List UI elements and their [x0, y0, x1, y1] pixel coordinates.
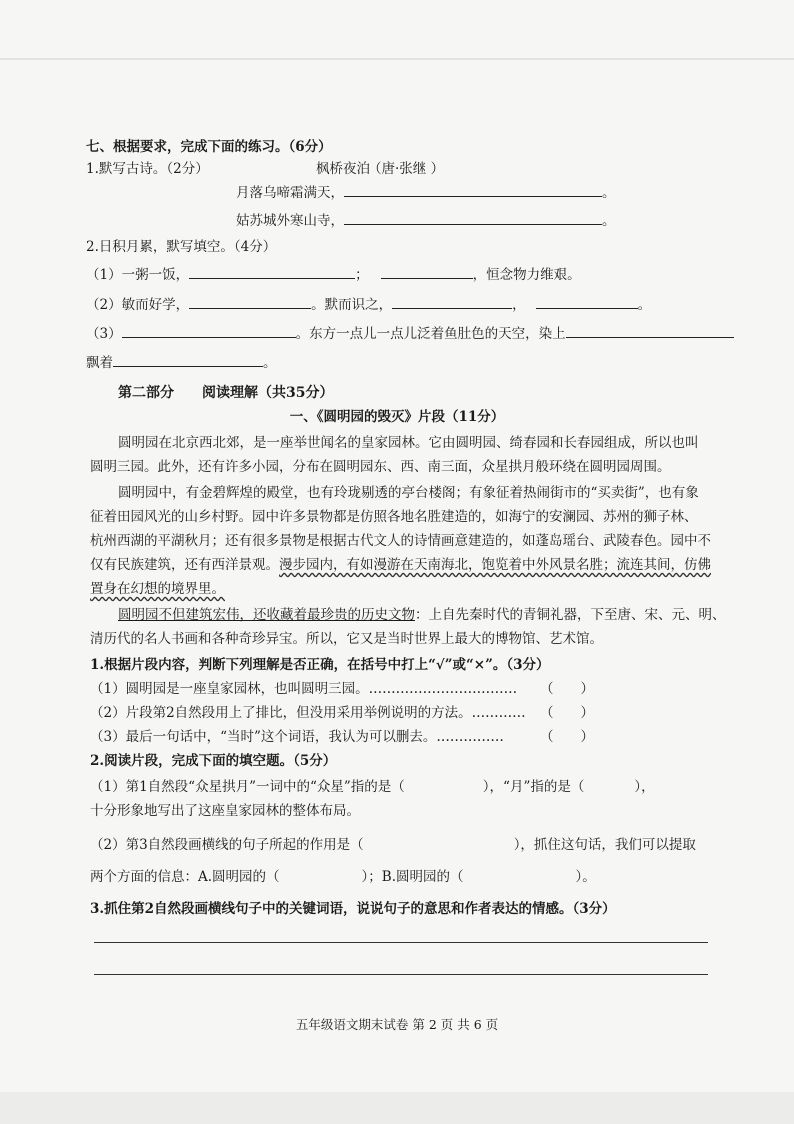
- q1-item-2: （2）片段第2自然段用上了排比，但没用采用举例说明的方法。…………: [90, 705, 526, 721]
- q7-2-1-end: ，恒念物力维艰。: [472, 267, 581, 283]
- question-1-label: 1.根据片段内容，判断下列理解是否正确，在括号中打上“√”或“×”。（3分）: [90, 657, 550, 673]
- q2-l4b: ）；B.圆明园的（: [361, 869, 464, 885]
- passage-p2-line-4: [90, 556, 711, 574]
- q2-line-2: 十分形象地写出了这座皇家园林的整体布局。: [90, 803, 360, 819]
- passage-p1-line-1: 圆明园在北京西北郊，是一座举世闻名的皇家园林。它由圆明园、绮春园和长春园组成，所以也叫: [118, 435, 699, 451]
- q2-line-4: [90, 868, 596, 886]
- q7-2-3-blank-b[interactable]: [566, 325, 734, 338]
- q2-l1c: ），: [634, 779, 655, 795]
- q1-item-3: （3）最后一句话中，“当时”这个词语，我认为可以删去。……………: [90, 729, 504, 745]
- q2-line-1: [90, 778, 655, 796]
- q7-2-2-blank-a[interactable]: [189, 296, 311, 309]
- q7-2-1-pre: （1）一粥一饭，: [86, 267, 190, 283]
- passage-p3-line-2: 清历代的名人书画和各种奇珍异宝。所以，它又是当时世界上最大的博物馆、艺术馆。: [90, 631, 603, 647]
- poem-line-1-text: 月落乌啼霜满天，: [236, 185, 344, 201]
- passage-p3-line-1b: ：上自先秦时代的青铜礼器，下至唐、宋、元、明、: [415, 607, 726, 623]
- q7-2-1-mid: ；: [355, 267, 369, 283]
- poem-line-2-text: 姑苏城外寒山寺，: [236, 213, 344, 229]
- wavy-underlined-sentence-a: 漫步园内，有如漫游在天南海北，饱览着中外风景名胜；流连其间，仿佛: [279, 557, 711, 573]
- poem-line-2: [236, 212, 616, 230]
- poem-line-1-blank[interactable]: [344, 184, 602, 197]
- q7-2-3-l2-end: 。: [263, 355, 277, 371]
- q7-2-1: [86, 266, 581, 284]
- q7-1-label: 1.默写古诗。（2分）: [86, 161, 209, 177]
- q7-2-3-l2-pre: 飘着: [86, 355, 113, 371]
- q2-l1a: （1）第1自然段“众星拱月”一词中的“众星”指的是（: [90, 779, 405, 795]
- q7-2-2: [86, 296, 651, 314]
- section-7-heading: 七、根据要求，完成下面的练习。（6分）: [86, 139, 332, 155]
- passage-p1-line-2: 圆明三园。此外，还有许多小园，分布在圆明园东、西、南三面，众星拱月般环绕在圆明园周围。: [90, 459, 671, 475]
- q1-item-1: （1）圆明园是一座皇家园林，也叫圆明三园。……………………………: [90, 681, 518, 697]
- q2-l4a: 两个方面的信息：A.圆明园的（: [90, 869, 280, 885]
- q2-l3a: （2）第3自然段画横线的句子所起的作用是（: [90, 837, 364, 853]
- poem-line-2-end: 。: [602, 213, 616, 229]
- q2-l4c: ）。: [575, 869, 596, 885]
- page-footer: 五年级语文期末试卷 第 2 页 共 6 页: [295, 1017, 499, 1032]
- q7-2-1-blank-b[interactable]: [381, 266, 473, 279]
- q7-2-3-blank-c[interactable]: [113, 354, 263, 367]
- passage-p2-line-1: 圆明园中，有金碧辉煌的殿堂，也有玲珑剔透的亭台楼阁；有象征着热闹街市的“买卖街”，也有象: [118, 485, 699, 501]
- scan-edge: [0, 58, 794, 60]
- poem-title: 枫桥夜泊: [316, 161, 370, 177]
- q7-2-3-pre: （3）: [86, 326, 122, 342]
- q7-2-label: 2.日积月累，默写填空。（4分）: [86, 239, 277, 255]
- poem-line-1-end: 。: [602, 185, 616, 201]
- poem-line-2-blank[interactable]: [344, 212, 602, 225]
- q7-2-3-mid: 。东方一点儿一点儿泛着鱼肚色的天空，染上: [295, 326, 566, 342]
- q7-2-3: [86, 325, 734, 343]
- passage-p2-line-5: [90, 580, 225, 598]
- answer-line-2[interactable]: [94, 974, 708, 975]
- poem-line-1: [236, 184, 616, 202]
- passage-p2-line-3: 杭州西湖的平湖秋月；还有很多景物是根据古代文人的诗情画意建造的，如蓬岛瑶台、武陵春色。园中不: [90, 533, 711, 549]
- question-3-label: 3.抓住第2自然段画横线句子中的关键词语，说说句子的意思和作者表达的情感。（3分）: [90, 901, 616, 917]
- poem-author: （唐·张继 ）: [368, 161, 445, 177]
- passage-p2-line-2: 征着田园风光的山乡村野。园中许多景物都是仿照各地名胜建造的，如海宁的安澜园、苏州的狮子林、: [90, 509, 698, 525]
- q7-2-3-blank-a[interactable]: [122, 325, 296, 338]
- scan-bottom-edge: [0, 1092, 794, 1124]
- answer-line-1[interactable]: [94, 942, 708, 943]
- q7-2-2-blank-c[interactable]: [536, 296, 638, 309]
- passage-subtitle: 一、《圆明园的毁灭》片段（11分）: [289, 409, 505, 425]
- q2-l3b: ），抓住这句话，我们可以提取: [513, 837, 696, 853]
- q1-item-2-bracket[interactable]: （ ）: [540, 705, 594, 721]
- q2-l1b: ），“月”指的是（: [482, 779, 585, 795]
- q7-2-2-pre: （2）敏而好学，: [86, 297, 190, 313]
- q7-2-2-comma: ，: [512, 297, 526, 313]
- q7-2-1-blank-a[interactable]: [189, 266, 355, 279]
- q7-2-2-mid: 。默而识之，: [311, 297, 393, 313]
- q7-2-3-line-2: [86, 354, 277, 372]
- q7-2-2-blank-b[interactable]: [392, 296, 512, 309]
- underlined-sentence: 圆明园不但建筑宏伟，还收藏着最珍贵的历史文物: [118, 607, 415, 623]
- q1-item-1-bracket[interactable]: （ ）: [540, 681, 594, 697]
- wavy-underlined-sentence-b: 置身在幻想的境界里。: [90, 581, 225, 597]
- question-2-label: 2.阅读片段，完成下面的填空题。（5分）: [90, 753, 337, 769]
- passage-p2-line-4a: 仅有民族建筑，还有西洋景观。: [90, 557, 279, 573]
- passage-p3-line-1: [118, 606, 726, 624]
- q1-item-3-bracket[interactable]: （ ）: [540, 729, 594, 745]
- q2-line-3: [90, 836, 696, 854]
- part-2-title: 第二部分 阅读理解（共35分）: [118, 385, 334, 401]
- q7-2-2-end: 。: [637, 297, 652, 313]
